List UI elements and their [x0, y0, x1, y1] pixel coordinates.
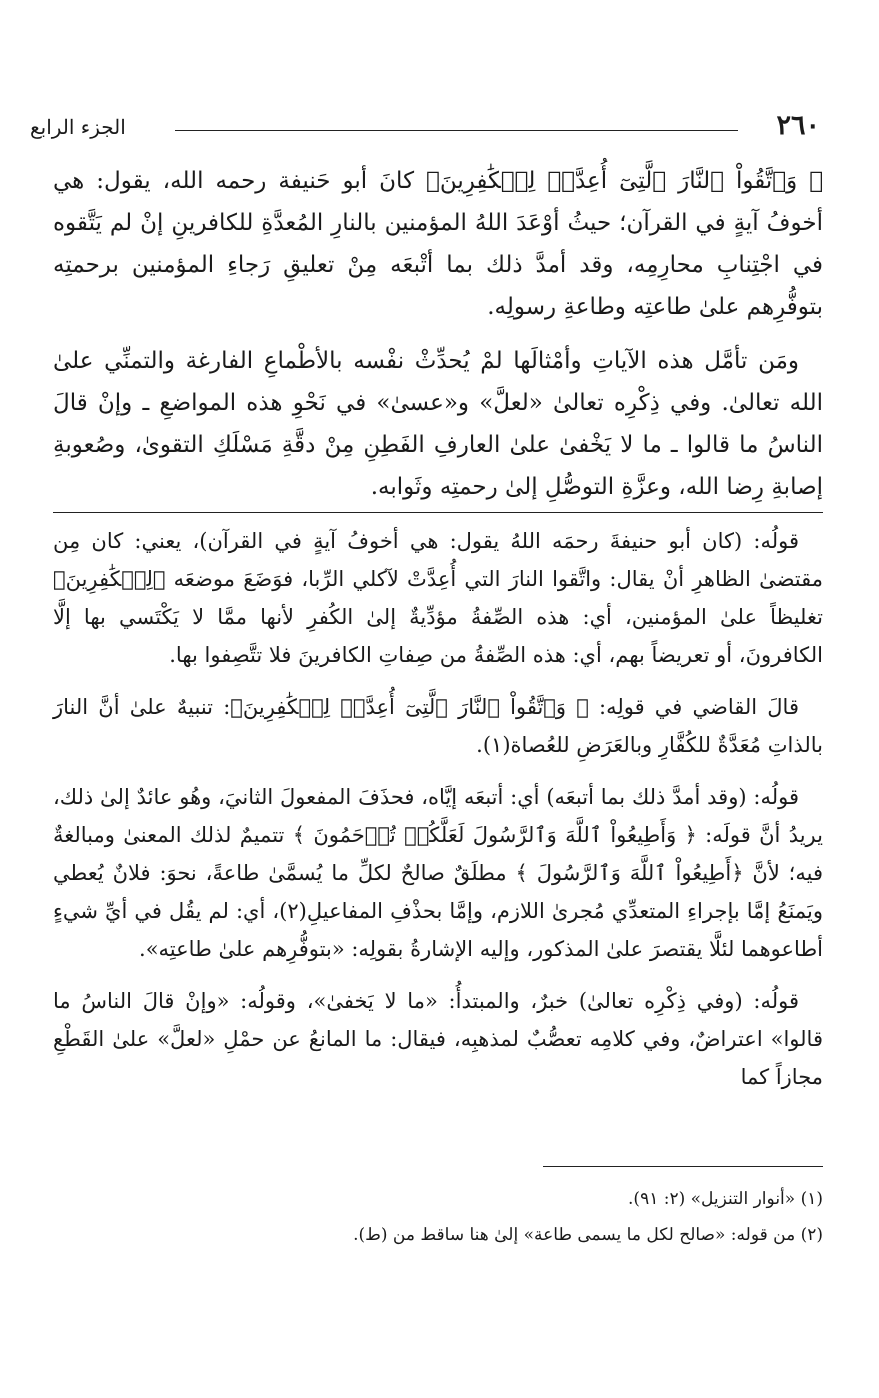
- header-rule: [175, 130, 738, 131]
- footnote-2: (٢) من قوله: «صالح لكل ما يسمى طاعة» إلىٰ هنا ساقط من (ط).: [353, 1225, 823, 1245]
- footnote-1: (١) «أنوار التنزيل» (٢: ٩١).: [628, 1189, 823, 1209]
- commentary-paragraph-4: قولُه: (وفي ذِكْرِه تعالىٰ) خبرٌ، والمبتدأُ: «ما لا يَخفىٰ»، وقولُه: «وإنْ قالَ الناسُ ما قالوا» اعتراضٌ، وفي كلامِه تعصُّبٌ لمذهبِه، فيقال: ما المانعُ عن حمْلِ «لعلَّ» علىٰ القَطْعِ مجازاً كما: [53, 989, 823, 1089]
- footnotes: [53, 1184, 823, 1256]
- commentary-paragraph-1: قولُه: (كان أبو حنيفةَ رحمَه اللهُ يقول: هي أخوفُ آيةٍ في القرآن)، يعني: كان مِن مقتضىٰ الظاهرِ أنْ يقال: واتَّقوا النارَ التي أُعِدَّتْ لآكلي الرِّبا، فوَضَعَ موضعَه ﴿لِلۡكَٰفِرِينَ﴾ تغليظاً علىٰ المؤمنين، أي: هذه الصِّفةُ مؤدِّيةٌ إلىٰ الكُفرِ لأنها ممَّا لا يَكْتَسي بها إلَّا الكافرونَ، أو تعريضاً بهم، أي: هذه الصِّفةُ من صِفاتِ الكافرينَ فلا تتَّصِفوا بها.: [53, 529, 823, 667]
- commentary: [53, 522, 823, 1110]
- main-text: [53, 160, 823, 520]
- commentary-paragraph-3: قولُه: (وقد أمدَّ ذلك بما أتبعَه) أي: أتبعَه إيَّاه، فحذَفَ المفعولَ الثانيَ، وهُو عائدٌ إلىٰ ذلك، يريدُ أنَّ قولَه: ﴿ وَأَطِيعُواْ ٱللَّهَ وَٱلرَّسُولَ لَعَلَّكُمۡ تُرۡحَمُونَ ﴾ تتميمٌ لذلك المعنىٰ ومبالغةٌ فيه؛ لأنَّ ﴿أَطِيعُواْ ٱللَّهَ وَٱلرَّسُولَ ﴾ مطلَقٌ صالحٌ لكلِّ ما يُسمَّىٰ طاعةً، نحوَ: فلانٌ يُعطي ويَمنَعُ إمَّا بإجراءِ المتعدِّي مُجرىٰ اللازم، وإمَّا بحذْفِ المفاعيلِ(٢)، أي: لم يقُل في أيِّ شيءٍ أطاعوهما لئلَّا يقتصرَ علىٰ المذكور، وإليه الإشارةُ بقولِه: «بتوفُّرِهم علىٰ طاعتِه».: [53, 785, 823, 961]
- page-header: [30, 108, 820, 148]
- page-number: ٢٦٠: [776, 110, 820, 141]
- main-paragraph-2: ومَن تأمَّل هذه الآياتِ وأمْثالَها لمْ يُحدِّثْ نفْسه بالأطْماعِ الفارغة والتمنِّي علىٰ الله تعالىٰ. وفي ذِكْرِه تعالىٰ «لعلَّ» و«عسىٰ» في نَحْوِ هذه المواضعِ ـ وإنْ قالَ الناسُ ما قالوا ـ ما لا يَخْفىٰ علىٰ العارفِ الفَطِنِ مِنْ دقَّةِ مَسْلَكِ التقوىٰ، وصُعوبةِ إصابةِ رِضا الله، وعزَّةِ التوصُّلِ إلىٰ رحمتِه وثَوابه.: [53, 348, 823, 500]
- section-divider: [53, 512, 823, 513]
- main-paragraph-1: ﴿ وَٱتَّقُواْ ٱلنَّارَ ٱلَّتِىٓ أُعِدَّتۡ لِلۡكَٰفِرِينَ﴾ كانَ أبو حَنيفة رحمه الله، يقول: هي أخوفُ آيةٍ في القرآن؛ حيثُ أوْعَدَ اللهُ المؤمنين بالنارِ المُعدَّةِ للكافرينِ إنْ لم يَتَّقوه في اجْتِنابِ محارِمِه، وقد أمدَّ ذلك بما أتْبعَه مِنْ تعليقِ رَجاءِ المؤمنين برحمتِه بتوفُّرِهم علىٰ طاعتِه وطاعةِ رسولِه.: [53, 168, 823, 320]
- running-title: الجزء الرابع: [30, 115, 126, 139]
- commentary-paragraph-2: قالَ القاضي في قولِه: ﴿ وَٱتَّقُواْ ٱلنَّارَ ٱلَّتِىٓ أُعِدَّتۡ لِلۡكَٰفِرِينَ﴾: تنبيهٌ علىٰ أنَّ النارَ بالذاتِ مُعَدَّةٌ للكُفَّارِ وبالعَرَضِ للعُصاة(١).: [53, 695, 823, 757]
- footnote-divider: [543, 1166, 823, 1167]
